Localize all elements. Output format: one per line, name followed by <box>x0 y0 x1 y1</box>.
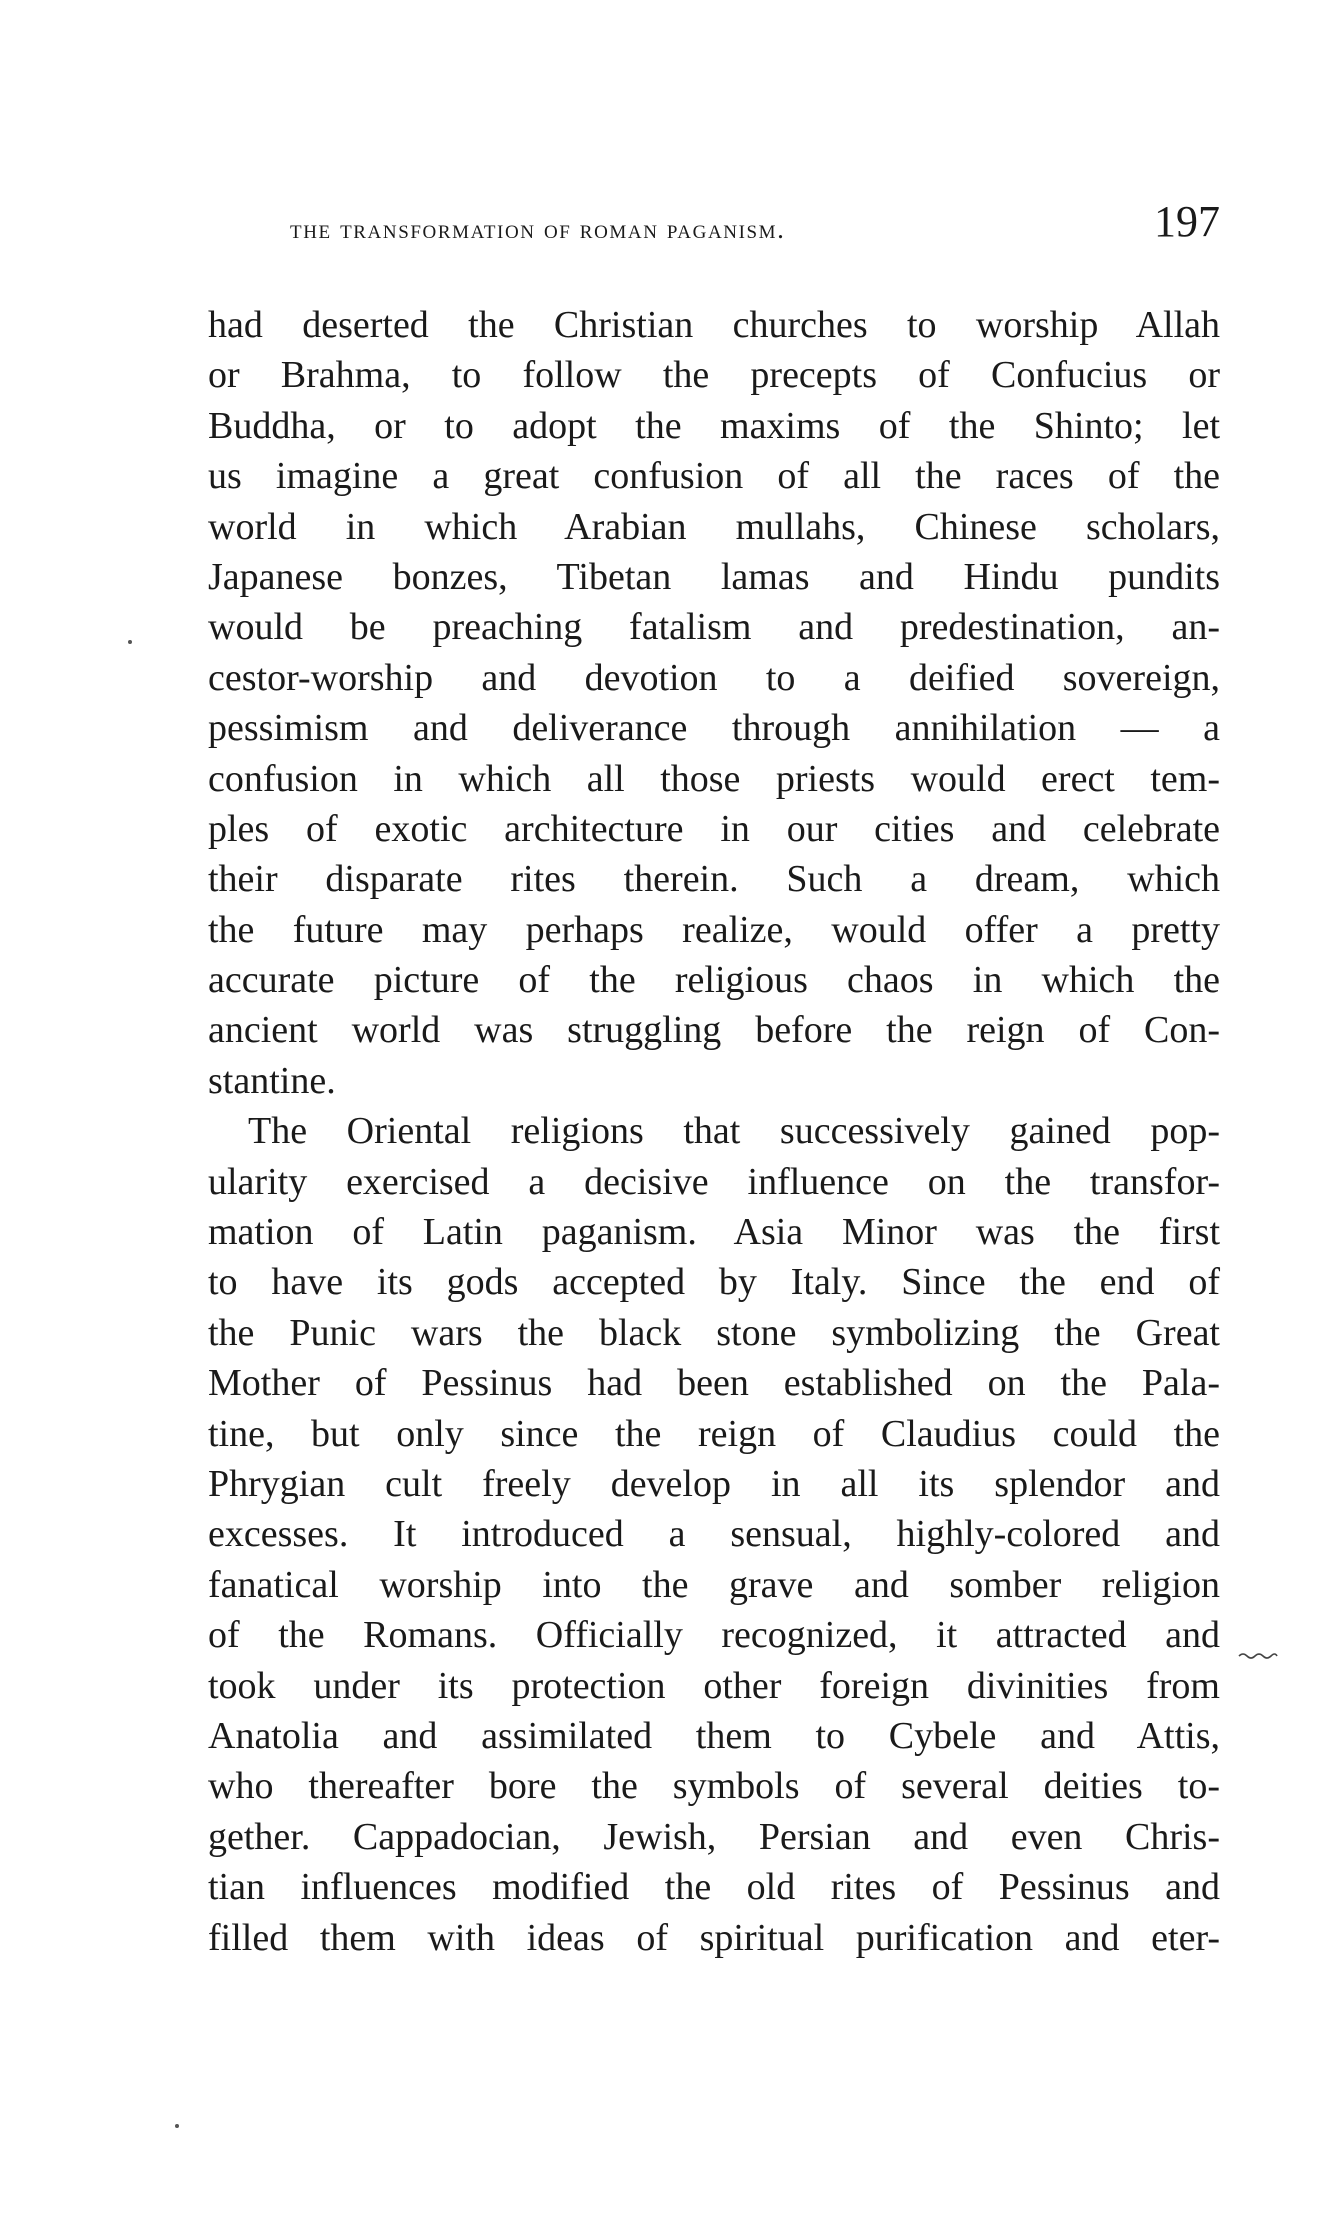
text-line: Buddha, or to adopt the maxims of the Shinto; let <box>208 404 1220 447</box>
paragraph-1 <box>208 300 1220 1106</box>
text-line: ularity exercised a decisive influence on the transfor- <box>208 1160 1220 1203</box>
text-line: Mother of Pessinus had been established on the Pala- <box>208 1362 1220 1405</box>
text-line: to have its gods accepted by Italy. Since the end of <box>208 1261 1220 1304</box>
print-speck <box>175 2124 179 2128</box>
body-text <box>208 300 1220 1963</box>
text-line: mation of Latin paganism. Asia Minor was the first <box>208 1211 1220 1254</box>
text-line: stantine. <box>208 1059 336 1102</box>
text-line: pessimism and deliverance through annihilation — a <box>208 707 1220 750</box>
text-line: tine, but only since the reign of Claudius could the <box>208 1412 1220 1455</box>
text-line: the Punic wars the black stone symbolizing the Great <box>208 1311 1220 1354</box>
text-line: of the Romans. Officially recognized, it attracted and <box>208 1614 1220 1657</box>
print-speck <box>128 640 132 644</box>
text-line: tian influences modified the old rites of Pessinus and <box>208 1866 1220 1909</box>
text-line: excesses. It introduced a sensual, highly-colored and <box>208 1513 1220 1556</box>
paragraph-2 <box>208 1106 1220 1963</box>
text-line: fanatical worship into the grave and somber religion <box>208 1563 1220 1606</box>
text-line: the future may perhaps realize, would offer a pretty <box>208 908 1220 951</box>
running-head <box>290 197 1220 260</box>
text-line: Phrygian cult freely develop in all its splendor and <box>208 1462 1220 1505</box>
text-line: ancient world was struggling before the reign of Con- <box>208 1009 1220 1052</box>
text-line: gether. Cappadocian, Jewish, Persian and even Chris- <box>208 1815 1220 1858</box>
text-line: who thereafter bore the symbols of several deities to- <box>208 1765 1220 1808</box>
text-line: ples of exotic architecture in our cities and celebrate <box>208 807 1220 850</box>
running-title: the transformation of roman paganism. <box>290 214 786 244</box>
text-line: filled them with ideas of spiritual purification and eter- <box>208 1916 1220 1959</box>
text-line: their disparate rites therein. Such a dream, which <box>208 858 1220 901</box>
text-line: Anatolia and assimilated them to Cybele and Attis, <box>208 1714 1220 1757</box>
text-line: The Oriental religions that successively gained pop- <box>248 1110 1220 1153</box>
text-line: cestor-worship and devotion to a deified sovereign, <box>208 656 1220 699</box>
text-line: would be preaching fatalism and predestination, an- <box>208 606 1220 649</box>
text-line: world in which Arabian mullahs, Chinese scholars, <box>208 505 1220 548</box>
text-line: had deserted the Christian churches to worship Allah <box>208 304 1220 346</box>
page-number: 197 <box>1154 197 1220 246</box>
text-line: took under its protection other foreign divinities from <box>208 1664 1220 1707</box>
text-line: accurate picture of the religious chaos in which the <box>208 959 1220 1002</box>
margin-squiggle-mark <box>1238 1652 1278 1660</box>
text-line: us imagine a great confusion of all the races of the <box>208 455 1220 498</box>
text-line: or Brahma, to follow the precepts of Confucius or <box>208 354 1220 397</box>
text-line: confusion in which all those priests would erect tem- <box>208 757 1220 800</box>
text-line: Japanese bonzes, Tibetan lamas and Hindu pundits <box>208 555 1220 598</box>
